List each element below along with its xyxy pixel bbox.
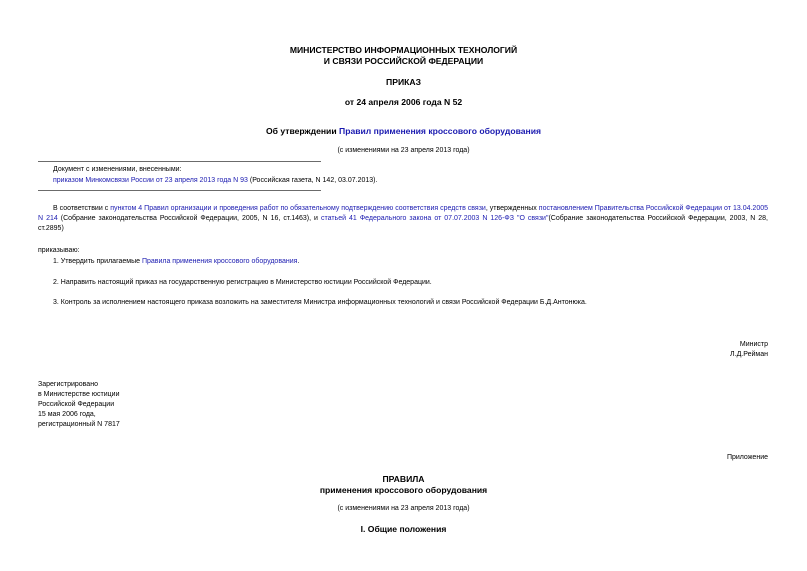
section-heading: I. Общие положения [360,524,447,534]
order-item-1 [53,257,299,267]
doc-title-link[interactable]: Правил применения кроссового оборудования [339,126,542,136]
registration-line-4: 15 мая 2006 года, [38,411,96,418]
preamble-text-1: В соответствии с [53,205,111,212]
doc-type: ПРИКАЗ [386,77,421,87]
preamble-link-law[interactable]: статьей 41 Федерального закона от 07.07.2003 N 126-ФЗ "О связи" [320,215,549,222]
order-item-1-end: . [297,258,300,265]
amendments-intro: Документ с изменениями, внесенными: [53,166,182,173]
appendix-label: Приложение [726,454,768,461]
amendment-source: (Российская газета, N 142, 03.07.2013). [247,177,378,184]
registration-line-3: Российской Федерации [38,401,115,408]
doc-title [0,126,807,137]
preamble-text-3: (Собрание законодательства Российской Федерации, 2005, N 16, ст.1463), и [57,215,321,222]
preamble-link-decree[interactable]: постановлением Правительства Российской Федерации от 13.04.2005 N 214 [38,205,768,222]
amendments-rule-bottom [38,190,321,191]
doc-date: от 24 апреля 2006 года N 52 [344,97,463,107]
ministry-line-2: И СВЯЗИ РОССИЙСКОЙ ФЕДЕРАЦИИ [323,56,484,66]
doc-title-prefix: Об утверждении [265,126,340,136]
registration-line-2: в Министерстве юстиции [38,391,120,398]
amendment-link[interactable]: приказом Минкомсвязи России от 23 апреля 2013 года N 93 [53,177,248,184]
appendix-subtitle: применения кроссового оборудования [319,485,488,495]
amendment-note: (с изменениями на 23 апреля 2013 года) [337,147,470,154]
appendix-amendment-note: (с изменениями на 23 апреля 2013 года) [337,505,470,512]
order-item-2: 2. Направить настоящий приказ на государственную регистрацию в Министерство юстиции Российской Федерации. [53,279,432,286]
preamble-paragraph [38,204,768,234]
ministry-line-1: МИНИСТЕРСТВО ИНФОРМАЦИОННЫХ ТЕХНОЛОГИЙ [289,45,518,55]
order-item-3: 3. Контроль за исполнением настоящего приказа возложить на заместителя Министра информационных технологий и связи Российской Федерации Б.Д.Антонюка. [53,299,587,306]
preamble-text-2: , утвержденных [485,205,539,212]
order-keyword: приказываю: [38,247,80,254]
preamble-link-rules[interactable]: пунктом 4 Правил организации и проведения работ по обязательному подтверждению соответствия средств связи [110,205,486,212]
amendments-rule-top [38,161,321,162]
signature-position: Министр [739,341,768,348]
registration-line-5: регистрационный N 7817 [38,421,120,428]
appendix-title: ПРАВИЛА [382,474,425,484]
registration-line-1: Зарегистрировано [38,381,98,388]
preamble-text-4: (Собрание законодательства Российской Федерации, 2003, N 28, ст.2895) [38,215,769,232]
order-item-1-link[interactable]: Правила применения кроссового оборудования [141,258,298,265]
order-item-1-text: 1. Утвердить прилагаемые [53,258,142,265]
signature-name: Л.Д.Рейман [730,351,768,358]
amendments-entry [53,176,377,186]
